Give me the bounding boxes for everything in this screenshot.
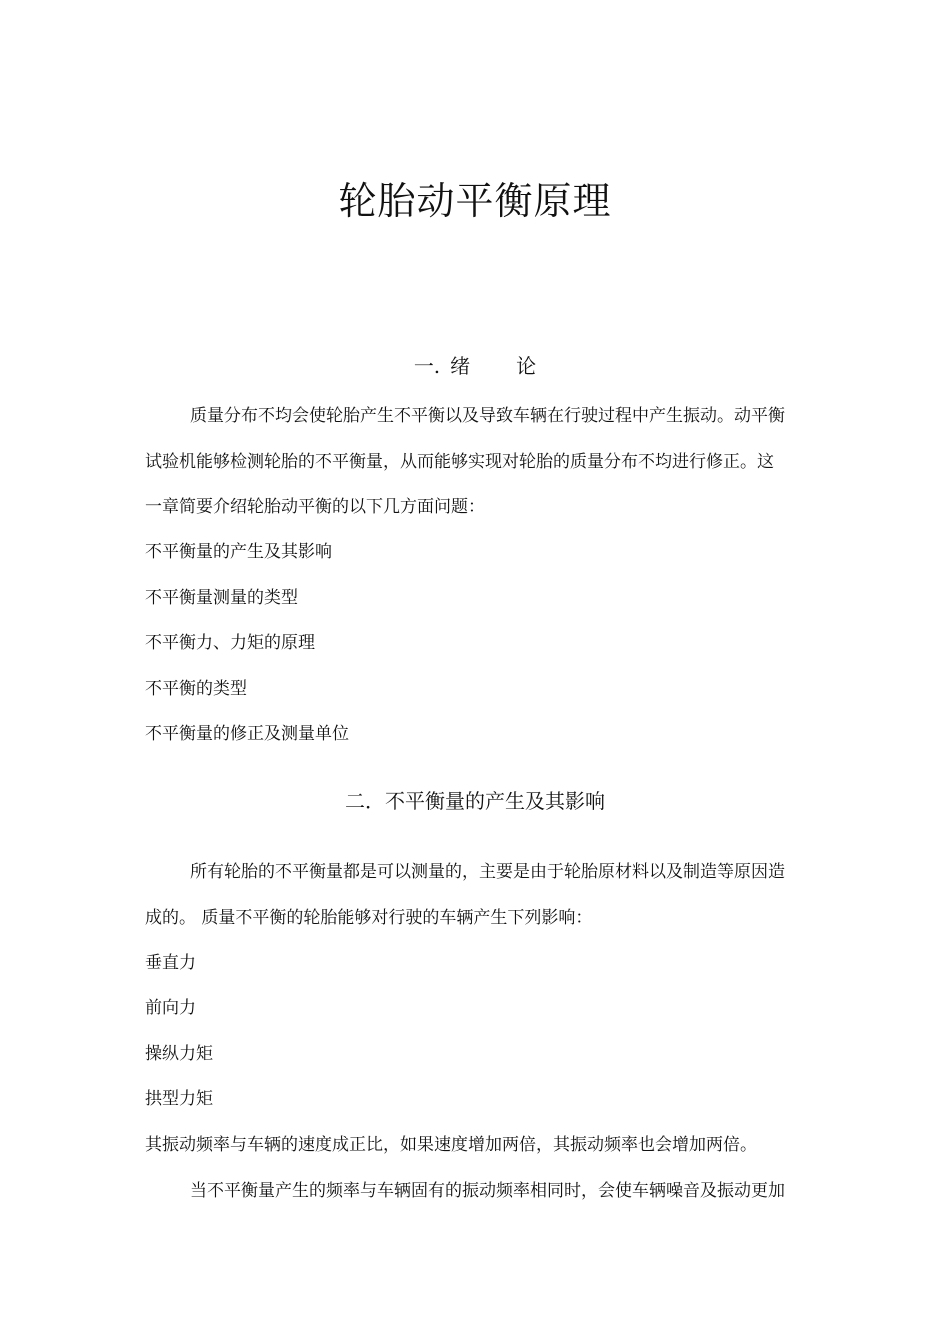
section2-last-line: 当不平衡量产生的频率与车辆固有的振动频率相同时，会使车辆噪音及振动更加	[190, 1181, 785, 1201]
section2-item: 拱型力矩	[145, 1089, 213, 1109]
section1-heading-word2: 论	[516, 354, 537, 378]
section1-heading	[0, 350, 950, 379]
section1-item: 不平衡量的产生及其影响	[145, 542, 332, 562]
section1-para-line-2: 试验机能够检测轮胎的不平衡量，从而能够实现对轮胎的质量分布不均进行修正。这	[145, 452, 774, 472]
section1-heading-word1: 绪	[450, 354, 471, 378]
section2-item: 前向力	[145, 998, 196, 1018]
section1-item: 不平衡力、力矩的原理	[145, 633, 315, 653]
section1-heading-num: 一.	[413, 354, 441, 378]
section2-after-text: 其振动频率与车辆的速度成正比，如果速度增加两倍，其振动频率也会增加两倍。	[145, 1135, 757, 1155]
section2-para-line-2: 成的。 质量不平衡的轮胎能够对行驶的车辆产生下列影响：	[145, 908, 593, 928]
section2-item: 操纵力矩	[145, 1044, 213, 1064]
section1-item: 不平衡量的修正及测量单位	[145, 724, 349, 744]
document-title: 轮胎动平衡原理	[338, 179, 612, 223]
section2-para-line-1: 所有轮胎的不平衡量都是可以测量的，主要是由于轮胎原材料以及制造等原因造	[190, 862, 785, 882]
section1-item: 不平衡量测量的类型	[145, 588, 298, 608]
section2-heading: 二．不平衡量的产生及其影响	[345, 789, 605, 813]
section1-para-line-3: 一章简要介绍轮胎动平衡的以下几方面问题：	[145, 497, 485, 517]
section1-para-line-1: 质量分布不均会使轮胎产生不平衡以及导致车辆在行驶过程中产生振动。动平衡	[190, 406, 785, 426]
section2-item: 垂直力	[145, 953, 196, 973]
section1-item: 不平衡的类型	[145, 679, 247, 699]
